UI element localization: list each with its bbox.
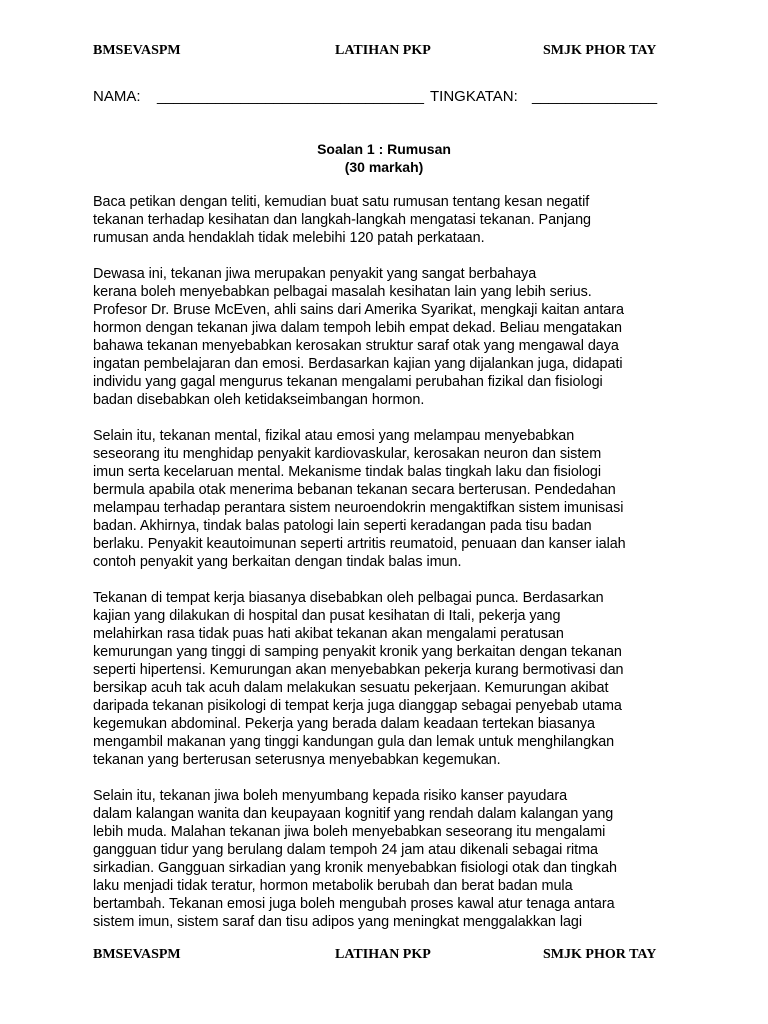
text-line: melampau terhadap perantara sistem neuroendokrin mengaktifkan sistem imunisasi xyxy=(93,500,624,516)
text-line: sirkadian. Gangguan sirkadian yang kronik menyebabkan fisiologi otak dan tingkah xyxy=(93,860,617,876)
text-line: Selain itu, tekanan jiwa boleh menyumbang kepada risiko kanser payudara xyxy=(93,788,568,804)
passage-paragraph-3 xyxy=(93,589,680,769)
footer-center-text: LATIHAN PKP xyxy=(335,947,431,962)
text-line: laku menjadi tidak teratur, hormon metabolik berubah dan berat badan mula xyxy=(93,878,573,894)
text-line: bertambah. Tekanan emosi juga boleh mengubah proses kawal atur tenaga antara xyxy=(93,896,615,912)
text-line: Baca petikan dengan teliti, kemudian buat satu rumusan tentang kesan negatif xyxy=(93,194,590,210)
page-footer xyxy=(0,947,768,967)
passage-paragraph-1 xyxy=(93,265,680,409)
text-line: ingatan pembelajaran dan emosi. Berdasarkan kajian yang dijalankan juga, didapati xyxy=(93,356,623,372)
text-line: bersikap acuh tak acuh dalam melakukan sesuatu pekerjaan. Kemurungan akibat xyxy=(93,680,609,696)
text-line: seperti hipertensi. Kemurungan akan menyebabkan pekerja kurang bermotivasi dan xyxy=(93,662,624,678)
level-blank: _______________ xyxy=(532,88,658,105)
text-line: badan disebabkan oleh ketidakseimbangan hormon. xyxy=(93,392,425,408)
text-line: mengambil makanan yang tinggi kandungan gula dan lemak untuk menghilangkan xyxy=(93,734,615,750)
text-line: melahirkan rasa tidak puas hati akibat tekanan akan mengalami peratusan xyxy=(93,626,564,642)
text-line: lebih muda. Malahan tekanan jiwa boleh menyebabkan seseorang itu mengalami xyxy=(93,824,606,840)
text-line: Dewasa ini, tekanan jiwa merupakan penyakit yang sangat berbahaya xyxy=(93,266,537,282)
level-label: TINGKATAN: xyxy=(430,88,518,105)
header-right-text: SMJK PHOR TAY xyxy=(543,43,657,58)
text-line: kegemukan abdominal. Pekerja yang berada dalam keadaan tertekan biasanya xyxy=(93,716,596,732)
text-line: rumusan anda hendaklah tidak melebihi 120 patah perkataan. xyxy=(93,230,485,246)
footer-right-text: SMJK PHOR TAY xyxy=(543,947,657,962)
header-left-text: BMSEVASPM xyxy=(93,43,181,58)
text-line: Profesor Dr. Bruse McEven, ahli sains dari Amerika Syarikat, mengkaji kaitan antara xyxy=(93,302,624,318)
text-line: gangguan tidur yang berulang dalam tempoh 24 jam atau dikenali sebagai ritma xyxy=(93,842,599,858)
text-line: contoh penyakit yang berkaitan dengan tindak balas imun. xyxy=(93,554,462,570)
text-line: sistem imun, sistem saraf dan tisu adipos yang meningkat menggalakkan lagi xyxy=(93,914,583,930)
text-line: kemurungan yang tinggi di samping penyakit kronik yang berkaitan dengan tekanan xyxy=(93,644,622,660)
text-line: bermula apabila otak menerima bebanan tekanan secara berterusan. Pendedahan xyxy=(93,482,616,498)
page-header xyxy=(0,43,768,63)
text-line: berlaku. Penyakit keautoimunan seperti artritis reumatoid, penuaan dan kanser ialah xyxy=(93,536,626,552)
question-marks: (30 markah) xyxy=(344,159,424,175)
text-line: tekanan terhadap kesihatan dan langkah-langkah mengatasi tekanan. Panjang xyxy=(93,212,591,228)
text-line: badan. Akhirnya, tindak balas patologi lain seperti keradangan pada tisu badan xyxy=(93,518,592,534)
name-blank: ________________________________ xyxy=(157,88,424,105)
name-label: NAMA: xyxy=(93,88,141,105)
header-center-text: LATIHAN PKP xyxy=(335,43,431,58)
text-line: daripada tekanan pisikologi di tempat kerja juga dianggap sebagai penyebab utama xyxy=(93,698,622,714)
passage-paragraph-2 xyxy=(93,427,680,571)
text-line: imun serta kecelaruan mental. Mekanisme tindak balas tingkah laku dan fisiologi xyxy=(93,464,601,480)
text-line: seseorang itu menghidap penyakit kardiovaskular, kerosakan neuron dan sistem xyxy=(93,446,602,462)
text-line: Selain itu, tekanan mental, fizikal atau emosi yang melampau menyebabkan xyxy=(93,428,575,444)
question-title xyxy=(93,140,675,176)
text-line: kerana boleh menyebabkan pelbagai masalah kesihatan lain yang lebih serius. xyxy=(93,284,592,300)
question-title-line: Soalan 1 : Rumusan xyxy=(317,141,451,157)
text-line: individu yang gagal mengurus tekanan mengalami perubahan fizikal dan fisiologi xyxy=(93,374,603,390)
text-line: hormon dengan tekanan jiwa dalam tempoh lebih empat dekad. Beliau mengatakan xyxy=(93,320,623,336)
text-line: kajian yang dilakukan di hospital dan pusat kesihatan di Itali, pekerja yang xyxy=(93,608,561,624)
text-line: Tekanan di tempat kerja biasanya disebabkan oleh pelbagai punca. Berdasarkan xyxy=(93,590,604,606)
text-line: dalam kalangan wanita dan keupayaan kognitif yang rendah dalam kalangan yang xyxy=(93,806,614,822)
text-line: tekanan yang berterusan seterusnya menyebabkan kegemukan. xyxy=(93,752,501,768)
instructions-paragraph xyxy=(93,193,680,247)
text-line: bahawa tekanan menyebabkan kerosakan struktur saraf otak yang mengawal daya xyxy=(93,338,619,354)
passage-paragraph-4 xyxy=(93,787,680,931)
footer-left-text: BMSEVASPM xyxy=(93,947,181,962)
body-text xyxy=(93,193,680,949)
